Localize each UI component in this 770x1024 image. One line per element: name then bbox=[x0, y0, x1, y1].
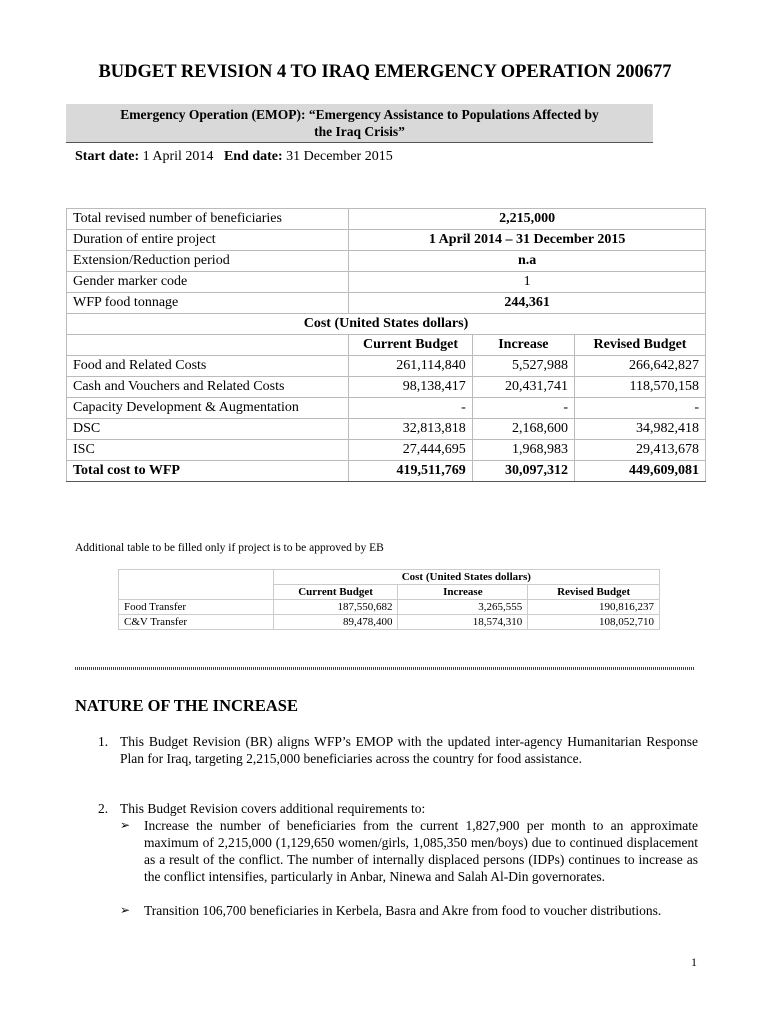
current-value: 98,138,417 bbox=[349, 377, 473, 398]
increase-value: 3,265,555 bbox=[398, 600, 528, 615]
increase-value: 5,527,988 bbox=[472, 356, 574, 377]
increase-value: 2,168,600 bbox=[472, 419, 574, 440]
total-row bbox=[67, 461, 706, 482]
revised-value: 118,570,158 bbox=[574, 377, 705, 398]
end-date-label: End date: bbox=[223, 149, 283, 164]
table-row bbox=[119, 570, 660, 585]
cost-label: Capacity Development & Augmentation bbox=[67, 398, 349, 419]
table-row bbox=[67, 419, 706, 440]
emop-subtitle bbox=[66, 106, 653, 140]
table-row bbox=[67, 251, 706, 272]
summary-value: 1 April 2014 – 31 December 2015 bbox=[349, 230, 706, 251]
cost-label: DSC bbox=[67, 419, 349, 440]
total-label: Total cost to WFP bbox=[67, 461, 349, 482]
page-number: 1 bbox=[691, 955, 697, 969]
table-row bbox=[67, 314, 706, 335]
col-current-budget: Current Budget bbox=[273, 585, 398, 600]
table-row bbox=[67, 398, 706, 419]
increase-value: 20,431,741 bbox=[472, 377, 574, 398]
revised-value: 108,052,710 bbox=[528, 615, 660, 630]
additional-cost-table bbox=[118, 569, 660, 630]
total-increase: 30,097,312 bbox=[472, 461, 574, 482]
section-heading: NATURE OF THE INCREASE bbox=[75, 696, 298, 715]
arrow-bullet-icon: ➢ bbox=[120, 818, 131, 832]
revised-value: 266,642,827 bbox=[574, 356, 705, 377]
current-value: - bbox=[349, 398, 473, 419]
emop-line-1: Emergency Operation (EMOP): “Emergency Assistance to Populations Affected by bbox=[120, 107, 599, 122]
summary-label: WFP food tonnage bbox=[67, 293, 349, 314]
start-date-value: 1 April 2014 bbox=[142, 149, 214, 164]
cost-label: ISC bbox=[67, 440, 349, 461]
summary-value: n.a bbox=[349, 251, 706, 272]
paragraph-1: This Budget Revision (BR) aligns WFP’s EMOP with the updated inter-agency Humanitarian Response Plan for Iraq, targeting 2,215,000 beneficiaries across the country for food assistance. bbox=[120, 734, 698, 766]
additional-cost-heading: Cost (United States dollars) bbox=[273, 570, 659, 585]
budget-summary-table bbox=[66, 208, 706, 482]
current-value: 89,478,400 bbox=[273, 615, 398, 630]
empty-header-cell bbox=[67, 335, 349, 356]
revised-value: 29,413,678 bbox=[574, 440, 705, 461]
col-revised-budget: Revised Budget bbox=[574, 335, 705, 356]
total-revised: 449,609,081 bbox=[574, 461, 705, 482]
cost-heading: Cost (United States dollars) bbox=[67, 314, 706, 335]
increase-value: - bbox=[472, 398, 574, 419]
table-header-row bbox=[119, 585, 660, 600]
arrow-bullet-icon: ➢ bbox=[120, 903, 131, 917]
col-current-budget: Current Budget bbox=[349, 335, 473, 356]
paragraph-2: This Budget Revision covers additional requirements to: bbox=[120, 801, 426, 816]
summary-value: 244,361 bbox=[349, 293, 706, 314]
empty-header-cell bbox=[119, 585, 274, 600]
revised-value: - bbox=[574, 398, 705, 419]
cost-label: Cash and Vouchers and Related Costs bbox=[67, 377, 349, 398]
document-title: BUDGET REVISION 4 TO IRAQ EMERGENCY OPERATION 200677 bbox=[98, 62, 672, 82]
bullet-2: Transition 106,700 beneficiaries in Kerbela, Basra and Akre from food to voucher distributions. bbox=[144, 903, 662, 918]
summary-label: Duration of entire project bbox=[67, 230, 349, 251]
summary-label: Extension/Reduction period bbox=[67, 251, 349, 272]
col-revised-budget: Revised Budget bbox=[528, 585, 660, 600]
revised-value: 34,982,418 bbox=[574, 419, 705, 440]
cost-label: Food and Related Costs bbox=[67, 356, 349, 377]
current-value: 32,813,818 bbox=[349, 419, 473, 440]
col-increase: Increase bbox=[472, 335, 574, 356]
summary-value: 1 bbox=[349, 272, 706, 293]
table-row bbox=[67, 377, 706, 398]
table-row bbox=[67, 230, 706, 251]
dotted-separator bbox=[75, 667, 695, 670]
empty-header-cell bbox=[119, 570, 274, 585]
summary-label: Total revised number of beneficiaries bbox=[67, 209, 349, 230]
col-increase: Increase bbox=[398, 585, 528, 600]
end-date-value: 31 December 2015 bbox=[286, 149, 393, 164]
table-row bbox=[67, 293, 706, 314]
current-value: 27,444,695 bbox=[349, 440, 473, 461]
start-date-label: Start date: bbox=[75, 149, 140, 164]
project-dates bbox=[75, 149, 393, 165]
additional-table-note: Additional table to be filled only if project is to be approved by EB bbox=[75, 542, 384, 554]
emop-line-2: the Iraq Crisis” bbox=[314, 124, 405, 139]
summary-label: Gender marker code bbox=[67, 272, 349, 293]
table-row bbox=[67, 272, 706, 293]
bullet-1: Increase the number of beneficiaries from the current 1,827,900 per month to an approximate maximum of 2,215,000 (1,129,650 women/girls, 1,085,350 men/boys) due to continued displacement as a result of the conflict. The number of internally displaced persons (IDPs) continues to increase as the conflict intensifies, particularly in Anbar, Ninewa and Salah Al-Din governorates. bbox=[144, 818, 698, 884]
paragraph-number: 2. bbox=[98, 801, 109, 816]
table-header-row bbox=[67, 335, 706, 356]
paragraph-number: 1. bbox=[98, 734, 109, 749]
revised-value: 190,816,237 bbox=[528, 600, 660, 615]
current-value: 261,114,840 bbox=[349, 356, 473, 377]
table-row bbox=[67, 209, 706, 230]
table-row bbox=[119, 615, 660, 630]
transfer-label: Food Transfer bbox=[119, 600, 274, 615]
total-current: 419,511,769 bbox=[349, 461, 473, 482]
summary-value: 2,215,000 bbox=[349, 209, 706, 230]
table-row bbox=[67, 440, 706, 461]
current-value: 187,550,682 bbox=[273, 600, 398, 615]
table-row bbox=[119, 600, 660, 615]
increase-value: 1,968,983 bbox=[472, 440, 574, 461]
transfer-label: C&V Transfer bbox=[119, 615, 274, 630]
increase-value: 18,574,310 bbox=[398, 615, 528, 630]
table-row bbox=[67, 356, 706, 377]
